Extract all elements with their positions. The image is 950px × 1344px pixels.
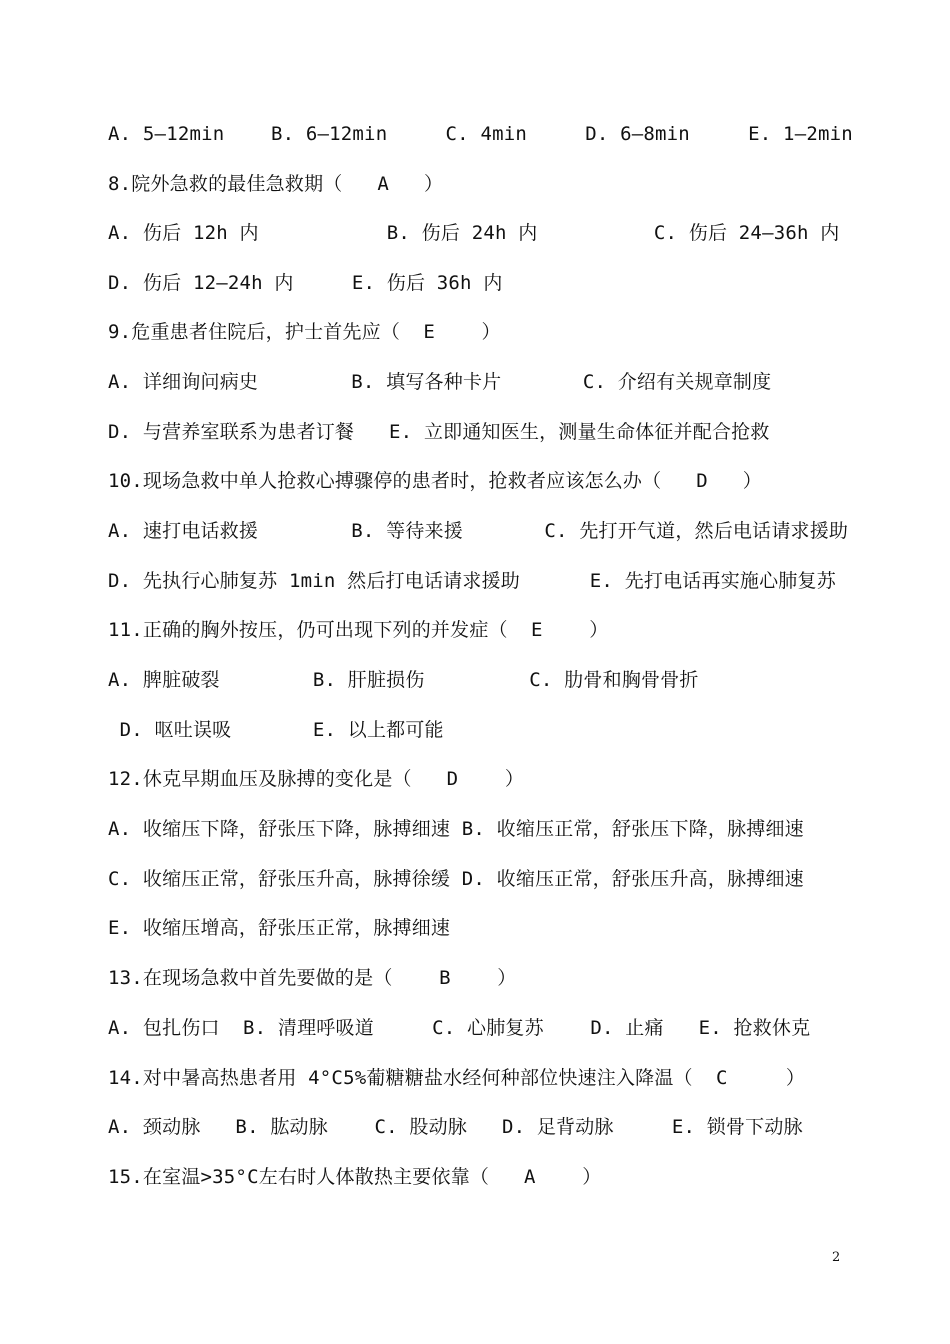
question-8: 8.院外急救的最佳急救期（ A ）: [108, 173, 444, 195]
question-14: 14.对中暑高热患者用 4°C5%葡糖糖盐水经何种部位快速注入降温（ C ）: [108, 1067, 806, 1089]
text-line: D. 与营养室联系为患者订餐 E. 立即通知医生，测量生命体征并配合抢救: [108, 421, 770, 443]
question-15: 15.在室温>35°C左右时人体散热主要依靠（ A ）: [108, 1166, 602, 1188]
text-line: E. 收缩压增高，舒张压正常，脉搏细速: [108, 917, 451, 939]
question-11: 11.正确的胸外按压，仍可出现下列的并发症（ E ）: [108, 619, 609, 641]
text-line: A. 伤后 12h 内 B. 伤后 24h 内 C. 伤后 24—36h 内: [108, 222, 840, 244]
text-line: A. 包扎伤口 B. 清理呼吸道 C. 心肺复苏 D. 止痛 E. 抢救休克: [108, 1017, 811, 1039]
question-13: 13.在现场急救中首先要做的是（ B ）: [108, 967, 517, 989]
text-line: A. 脾脏破裂 B. 肝脏损伤 C. 肋骨和胸骨骨折: [108, 669, 699, 691]
page-number: 2: [832, 1250, 841, 1265]
text-line: A. 速打电话救援 B. 等待来援 C. 先打开气道，然后电话请求援助: [108, 520, 849, 542]
question-12: 12.休克早期血压及脉搏的变化是（ D ）: [108, 768, 525, 790]
text-line: D. 伤后 12—24h 内 E. 伤后 36h 内: [108, 272, 503, 294]
text-line: A. 收缩压下降，舒张压下降，脉搏细速 B. 收缩压正常，舒张压下降，脉搏细速: [108, 818, 804, 840]
text-line: D. 先执行心肺复苏 1min 然后打电话请求援助 E. 先打电话再实施心肺复苏: [108, 570, 836, 592]
text-line: D. 呕吐误吸 E. 以上都可能: [108, 719, 444, 741]
question-9: 9.危重患者住院后，护士首先应（ E ）: [108, 321, 501, 343]
text-line: A. 颈动脉 B. 肱动脉 C. 股动脉 D. 足背动脉 E. 锁骨下动脉: [108, 1116, 803, 1138]
text-line: C. 收缩压正常，舒张压升高，脉搏徐缓 D. 收缩压正常，舒张压升高，脉搏细速: [108, 868, 804, 890]
text-line: A. 5—12min B. 6—12min C. 4min D. 6—8min E. 1—2min: [108, 123, 853, 145]
text-line: A. 详细询问病史 B. 填写各种卡片 C. 介绍有关规章制度: [108, 371, 772, 393]
question-10: 10.现场急救中单人抢救心搏骤停的患者时，抢救者应该怎么办（ D ）: [108, 470, 762, 492]
